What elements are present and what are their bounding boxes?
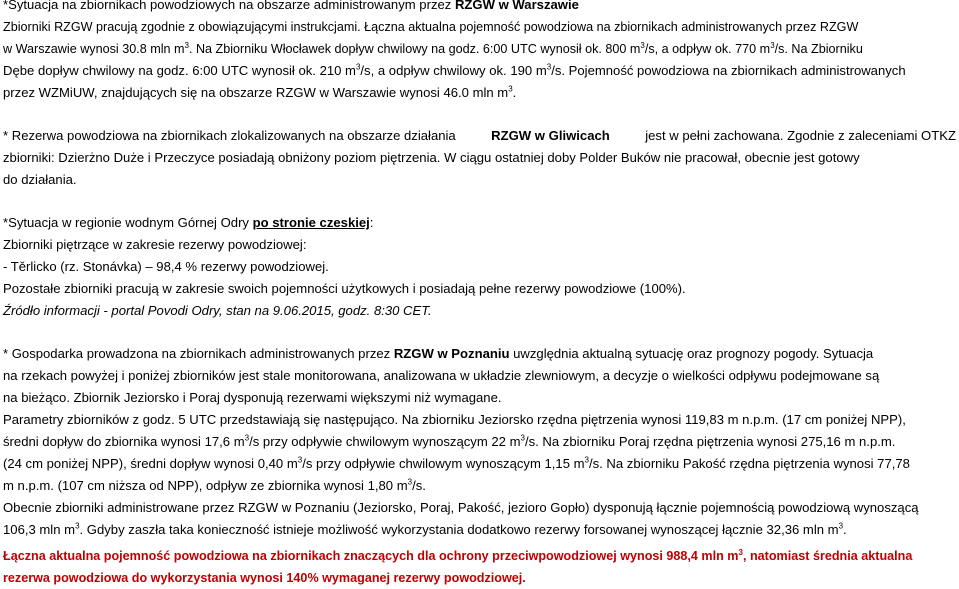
- rzgw-gliwice-label: RZGW w Gliwicach: [491, 128, 610, 143]
- poznan-line-9: 106,3 mln $m^3$. Gdyby zaszła taka konieczność istnieje możliwość wykorzystania dodatkowo rezerwy forsowanej wynoszącej łącznie 32,36 mln $m^3$.: [3, 521, 847, 537]
- summary-line-2: rezerwa powodziowa do wykorzystania wynosi 140% wymaganej rezerwy powodziowej.: [3, 571, 526, 585]
- poznan-line-3: na bieżąco. Zbiornik Jeziorsko i Poraj dysponują rezerwami większymi niż wymagane.: [3, 390, 502, 405]
- warsaw-line-5: przez WZMiUW, znajdujących się na obszarze RZGW w Warszawie wynosi 46.0 mln $m^3$.: [3, 84, 517, 100]
- poznan-line-5: średni dopływ do zbiornika wynosi 17,6 $m^3/s$ przy odpływie chwilowym wynoszącym 22 $m^3/s$. Na zbiorniku Poraj rzędna piętrzenia wynosi 275,16 m n.p.m.: [3, 433, 896, 449]
- czech-side-label: po stronie czeskiej: [252, 215, 370, 230]
- odra-heading: *Sytuacja w regionie wodnym Górnej Odry po stronie czeskiej:: [3, 215, 374, 230]
- warsaw-heading: *Sytuacja na zbiornikach powodziowych na obszarze administrowanym przez RZGW w Warszawie: [3, 0, 579, 16]
- rzgw-poznan-label: RZGW w Poznaniu: [393, 346, 510, 361]
- gliwice-line-2: zbiorniki: Dzierżno Duże i Przeczyce posiadają obniżony poziom piętrzenia. W ciągu ostatniej doby Polder Buków nie pracował, obecnie jest gotowy: [3, 150, 860, 165]
- warsaw-line-4: Dębe dopływ chwilowy na godz. 6:00 UTC wynosił ok. 210 $m^3/s$, a odpływ chwilowy ok. 190 $m^3/s$. Pojemność powodziowa na zbiornikach administrowanych: [3, 62, 906, 78]
- odra-line-4: Pozostałe zbiorniki pracują w zakresie swoich pojemności użytkowych i posiadają pełne rezerwy powodziowe (100%).: [3, 281, 686, 296]
- warsaw-line-3: w Warszawie wynosi 30.8 mln $m^3$. Na Zbiorniku Włocławek dopływ chwilowy na godz. 6:00 UTC wynosił ok. 800 $m^3/s$, a odpływ ok. 770 $m^3/s$. Na Zbiorniku: [3, 40, 863, 56]
- gliwice-line-1: * Rezerwa powodziowa na zbiornikach zlokalizowanych na obszarze działania RZGW w Gliwicach jest w pełni zachowana. Zgodnie z zaleceniami OTKZ: [3, 125, 956, 147]
- poznan-line-4: Parametry zbiorników z godz. 5 UTC przedstawiają się następująco. Na zbiorniku Jeziorsko rzędna piętrzenia wynosi 119,83 m n.p.m. (17 cm poniżej NPP),: [3, 412, 906, 427]
- odra-line-3: - Těrlicko (rz. Stonávka) – 98,4 % rezerwy powodziowej.: [3, 259, 329, 274]
- summary-line-1: Łączna aktualna pojemność powodziowa na zbiornikach znaczących dla ochrony przeciwpowodziowej wynosi 988,4 mln $m^3$, natomiast średnia aktualna: [3, 547, 913, 563]
- warsaw-line-2: Zbiorniki RZGW pracują zgodnie z obowiązującymi instrukcjami. Łączna aktualna pojemność powodziowa na zbiornikach administrowanych przez RZGW: [3, 20, 859, 34]
- odra-line-2: Zbiorniki piętrzące w zakresie rezerwy powodziowej:: [3, 237, 307, 252]
- poznan-line-8: Obecnie zbiorniki administrowane przez RZGW w Poznaniu (Jeziorsko, Poraj, Pakość, jezioro Gopło) dysponują łącznie pojemnością powodziową wynoszącą: [3, 500, 919, 515]
- rzgw-warszawa-label: RZGW w Warszawie: [454, 0, 579, 12]
- poznan-line-2: na rzekach powyżej i poniżej zbiorników jest stale monitorowana, analizowana w układzie zlewniowym, a decyzje o wielkości odpływu podejmowane są: [3, 368, 880, 383]
- poznan-line-7: m n.p.m. (107 cm niższa od NPP), odpływ ze zbiornika wynosi 1,80 $m^3/s$.: [3, 477, 426, 493]
- gliwice-line-3: do działania.: [3, 172, 77, 187]
- odra-source: Źródło informacji - portal Povodi Odry, stan na 9.06.2015, godz. 8:30 CET.: [3, 303, 432, 318]
- poznan-line-6: (24 cm poniżej NPP), średni dopływ wynosi 0,40 $m^3/s$ przy odpływie chwilowym wynoszącym 1,15 $m^3/s$. Na zbiorniku Pakość rzędna piętrzenia wynosi 77,78: [3, 455, 910, 471]
- poznan-line-1: * Gospodarka prowadzona na zbiornikach administrowanych przez RZGW w Poznaniu uwzględnia aktualną sytuację oraz prognozy pogody. Sytuacja: [3, 346, 874, 361]
